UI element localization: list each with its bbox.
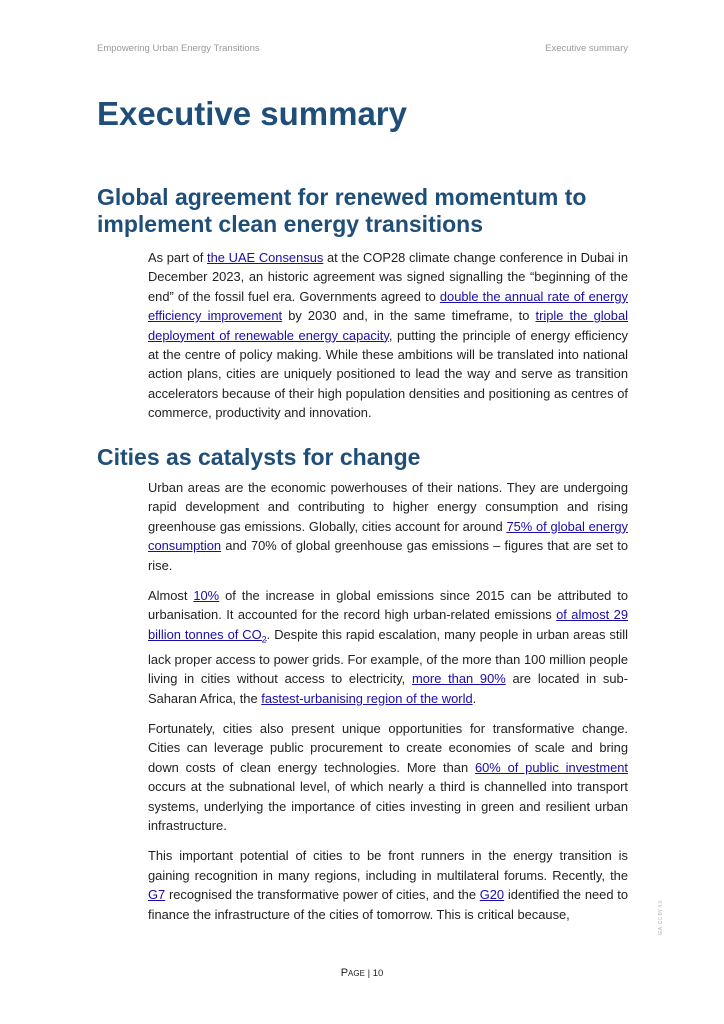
text-run: occurs at the subnational level, of which nearly a third is channelled into transport systems, underlying the importance of cities investing in green and resilient urban infrastructure.	[148, 779, 628, 834]
link-g7[interactable]: G7	[148, 887, 166, 903]
header-document-title: Empowering Urban Energy Transitions	[97, 43, 260, 54]
link-fastest-urbanising[interactable]: fastest-urbanising region of the world	[261, 690, 473, 706]
page-separator: |	[364, 968, 373, 979]
link-g20[interactable]: G20	[479, 887, 505, 903]
link-10-percent[interactable]: 10%	[193, 588, 220, 604]
link-triple-renewables[interactable]: triple the global deployment of renewable energy capacity	[148, 308, 628, 343]
page-label: Page	[340, 967, 365, 979]
text-run: .	[472, 690, 477, 706]
paragraph	[148, 846, 628, 924]
text-run: Almost	[148, 588, 194, 604]
paragraph	[148, 248, 628, 423]
link-75-percent-energy[interactable]: 75% of global energy consumption	[148, 518, 628, 554]
running-header	[97, 43, 628, 57]
license-note: IEA. CC BY 4.0.	[658, 899, 664, 935]
link-uae-consensus[interactable]: the UAE Consensus	[207, 250, 324, 265]
text-run: and 70% of global greenhouse gas emissions – figures that are set to rise.	[148, 538, 628, 573]
text-run: at the COP28 climate change conference in Dubai in December 2023, an historic agreement was signed signalling the “beginning of the end” of the fossil fuel era. Governments agreed to	[148, 250, 628, 304]
paragraph	[148, 719, 628, 835]
link-text: of almost 29 billion tonnes of CO	[148, 607, 629, 642]
page-number: 10	[372, 968, 384, 979]
text-run: identified the need to finance the infrastructure of the cities of tomorrow. This is critical because,	[148, 887, 629, 922]
text-run: are located in sub-Saharan Africa, the	[148, 671, 628, 706]
paragraph	[148, 478, 628, 575]
link-60-percent-investment[interactable]: 60% of public investment	[474, 759, 628, 775]
text-run: of the increase in global emissions since 2015 can be attributed to urbanisation. It accounted for the record high urban-related emissions	[148, 588, 628, 623]
text-run: This important potential of cities to be front runners in the energy transition is gaining recognition in many regions, including in multilateral forums. Recently, the	[148, 848, 628, 883]
section-heading-global-agreement: Global agreement for renewed momentum to implement clean energy transitions	[97, 184, 587, 237]
text-run: Fortunately, cities also present unique opportunities for transformative change. Cities can leverage public procurement to create economies of scale and bring down costs of clean energy technologies. More than	[148, 721, 628, 775]
header-chapter-title: Executive summary	[545, 43, 628, 54]
text-run: recognised the transformative power of cities, and the	[165, 887, 480, 903]
section-body-cities-catalysts	[148, 478, 628, 924]
text-run: As part of	[148, 250, 208, 265]
paragraph	[148, 586, 628, 708]
link-double-energy-efficiency[interactable]: double the annual rate of energy efficiency improvement	[148, 288, 628, 324]
text-run: , putting the principle of energy efficiency at the centre of policy making. While these ambitions will be translated into national action plans, cities are uniquely positioned to lead the way and serve as transition accelerators because of their high population densities and positioning as centres of commerce, productivity and innovation.	[148, 327, 628, 421]
section-body-global-agreement	[148, 248, 628, 423]
text-run: Urban areas are the economic powerhouses of their nations. They are undergoing rapid development and contributing to higher energy consumption and rising greenhouse gas emissions. Globally, cities account for around	[148, 480, 628, 534]
text-run: by 2030 and, in the same timeframe, to	[282, 308, 536, 324]
link-more-than-90[interactable]: more than 90%	[412, 671, 506, 687]
text-run: . Despite this rapid escalation, many people in urban areas still lack proper access to power grids. For example, of the more than 100 million people living in cities without access to electricity,	[148, 626, 628, 687]
section-heading-cities-catalysts: Cities as catalysts for change	[97, 444, 421, 470]
page-title: Executive summary	[97, 95, 408, 132]
subscript: 2	[261, 634, 267, 645]
page-footer	[0, 967, 724, 979]
